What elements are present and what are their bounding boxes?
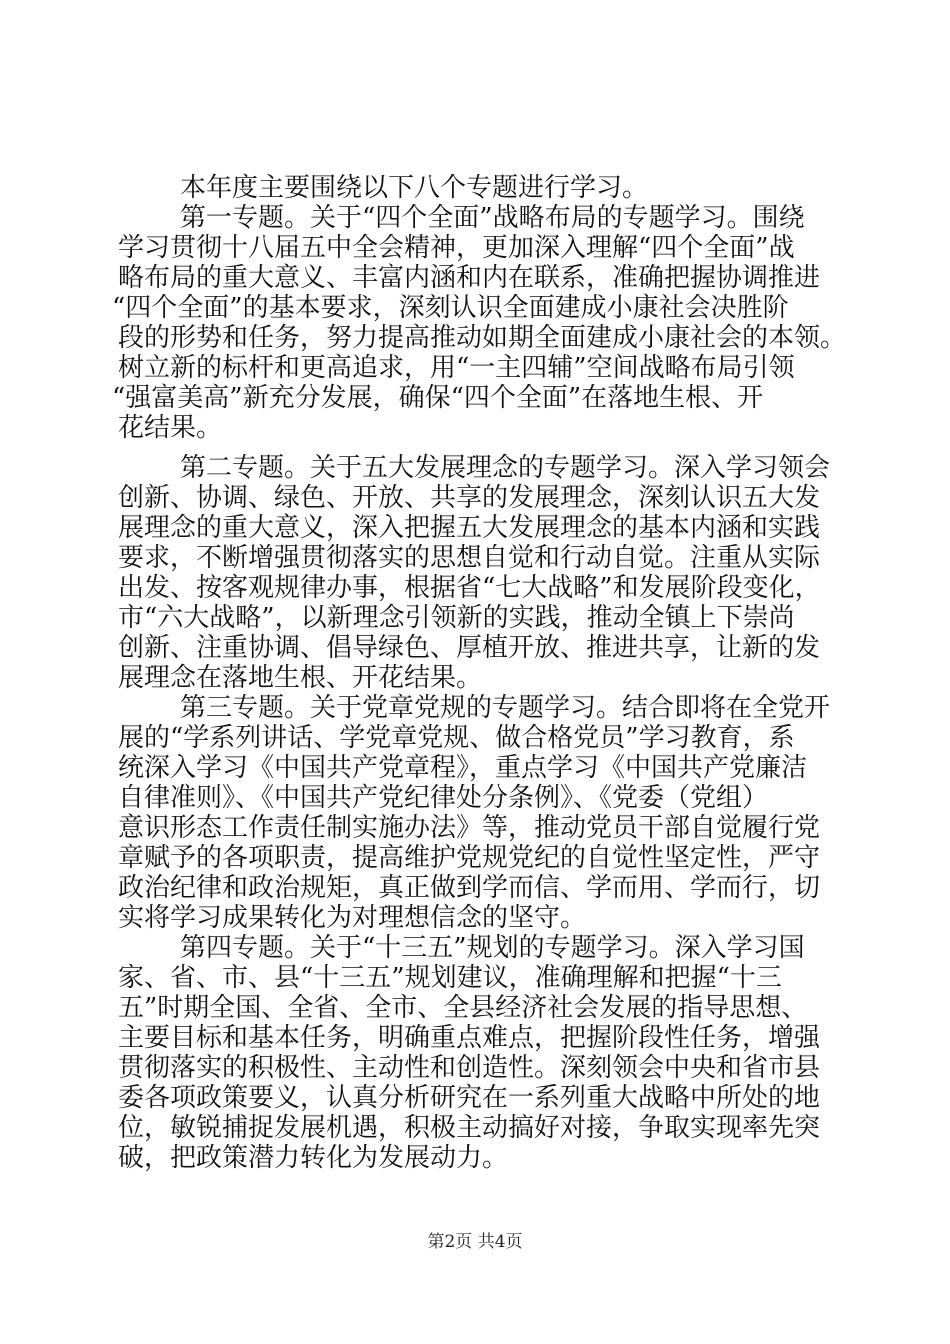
text-line: 第三专题。关于党章党规的专题学习。结合即将在全党开 <box>180 693 831 723</box>
text-line: 展理念的重大意义，深入把握五大发展理念的基本内涵和实践 <box>118 513 821 543</box>
text-line: 出发、按客观规律办事，根据省“七大战略”和发展阶段变化， <box>118 573 821 603</box>
text-line: 家、省、市、县“十三五”规划建议，准确理解和把握“十三 <box>118 963 782 993</box>
text-line: 自律准则》、《中国共产党纪律处分条例》、《党委（党组） <box>118 783 769 813</box>
text-line: 五”时期全国、全省、全市、全县经济社会发展的指导思想、 <box>118 993 808 1023</box>
text-line: 第一专题。关于“四个全面”战略布局的专题学习。围绕 <box>180 203 805 233</box>
text-line: 略布局的重大意义、丰富内涵和内在联系，准确把握协调推进 <box>118 263 821 293</box>
text-line: 展的“学系列讲话、学党章党规、做合格党员”学习教育，系 <box>118 723 795 753</box>
text-line: 统深入学习《中国共产党章程》，重点学习《中国共产党廉洁 <box>118 753 808 783</box>
text-line: 第二专题。关于五大发展理念的专题学习。深入学习领会 <box>180 453 831 483</box>
page-footer <box>0 1232 950 1252</box>
text-line: 树立新的标杆和更高追求，用“一主四辅”空间战略布局引领 <box>118 353 795 383</box>
text-line: 创新、协调、绿色、开放、共享的发展理念，深刻认识五大发 <box>118 483 821 513</box>
text-line: 段的形势和任务，努力提高推动如期全面建成小康社会的本领。 <box>118 323 847 353</box>
text-line: 展理念在落地生根、开花结果。 <box>118 663 483 693</box>
text-line: 学习贯彻十八届五中全会精神，更加深入理解“四个全面”战 <box>118 233 795 263</box>
text-line: 章赋予的各项职责，提高维护党规党纪的自觉性坚定性，严守 <box>118 843 821 873</box>
text-line: 实将学习成果转化为对理想信念的坚守。 <box>118 903 587 933</box>
text-line: 市“六大战略”，以新理念引领新的实践，推动全镇上下崇尚 <box>118 603 795 633</box>
text-line: 本年度主要围绕以下八个专题进行学习。 <box>180 173 649 203</box>
text-line: 主要目标和基本任务，明确重点难点，把握阶段性任务，增强 <box>118 1023 821 1053</box>
text-line: 贯彻落实的积极性、主动性和创造性。深刻领会中央和省市县 <box>118 1053 821 1083</box>
text-line: “四个全面”的基本要求，深刻认识全面建成小康社会决胜阶 <box>112 293 789 323</box>
text-line: 要求，不断增强贯彻落实的思想自觉和行动自觉。注重从实际 <box>118 543 821 573</box>
text-line: 意识形态工作责任制实施办法》等，推动党员干部自觉履行党 <box>118 813 821 843</box>
text-line: 破，把政策潜力转化为发展动力。 <box>118 1143 509 1173</box>
text-line: 委各项政策要义，认真分析研究在一系列重大战略中所处的地 <box>118 1083 821 1113</box>
text-line: 创新、注重协调、倡导绿色、厚植开放、推进共享，让新的发 <box>118 633 821 663</box>
text-line: 政治纪律和政治规矩，真正做到学而信、学而用、学而行，切 <box>118 873 821 903</box>
text-line: 花结果。 <box>118 413 223 443</box>
page-number: 第2页 共4页 <box>427 1232 523 1252</box>
text-line: 位，敏锐捕捉发展机遇，积极主动搞好对接，争取实现率先突 <box>118 1113 821 1143</box>
text-line: “强富美高”新充分发展，确保“四个全面”在落地生根、开 <box>112 383 764 413</box>
text-line: 第四专题。关于“十三五”规划的专题学习。深入学习国 <box>180 933 805 963</box>
